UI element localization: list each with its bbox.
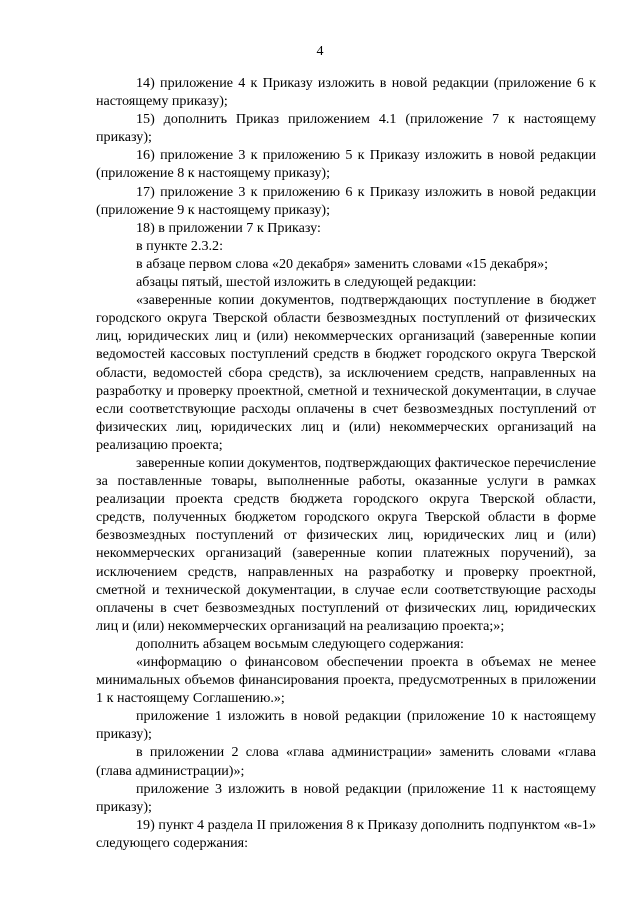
paragraph-date-change: в абзаце первом слова «20 декабря» заменить словами «15 декабря»; (136, 255, 549, 272)
paragraph-appendix-3: приложение 3 изложить в новой редакции (приложение 11 к настоящему приказу); (96, 780, 596, 815)
paragraph-item-2-3-2: в пункте 2.3.2: (136, 237, 224, 254)
page-number: 4 (316, 44, 324, 59)
paragraph-quote-1: «заверенные копии документов, подтверждающих поступление в бюджет городского округа Тверской области безвозмездных поступлений от физических лиц, юридических лиц и (или) некоммерческих организаций (заверенные копии ведомостей кассовых поступлений средств в бюджет городского округа Тверской области, ведомостей сбора средств), за исключением средств, направленных на разработку и проверку проектной, сметной и технической документации, в случае если соответствующие расходы оплачены в счет безвозмездных поступлений от физических лиц, юридических лиц и (или) некоммерческих организаций на реализацию проекта; (96, 292, 596, 453)
paragraph-17: 17) приложение 3 к приложению 6 к Приказу изложить в новой редакции (приложение 9 к настоящему приказу); (96, 183, 596, 218)
paragraph-appendix-2: в приложении 2 слова «глава администрации» заменить словами «глава (глава администрации)»; (96, 744, 596, 779)
document-body (96, 74, 596, 852)
paragraph-quote-2: заверенные копии документов, подтверждающих фактическое перечисление за поставленные товары, выполненные работы, оказанные услуги в рамках реализации проекта средств бюджета городского округа Тверской области, средств, полученных бюджетом городского округа Тверской области в форме безвозмездных поступлений от физических лиц, юридических лиц и (или) некоммерческих организаций (заверенные копии платежных поручений), за исключением средств, направленных на разработку и проверку проектной, сметной и технической документации, в случае если соответствующие расходы оплачены в счет безвозмездных поступлений от физических лиц, юридических лиц и (или) некоммерческих организаций на реализацию проекта;»; (96, 454, 596, 634)
paragraph-appendix-1: приложение 1 изложить в новой редакции (приложение 10 к настоящему приказу); (96, 708, 596, 743)
paragraph-quote-3: «информацию о финансовом обеспечении проекта в объемах не менее минимальных объемов финансирования проекта, предусмотренных в приложении 1 к настоящему Соглашению.»; (96, 654, 596, 707)
paragraph-add-eighth: дополнить абзацем восьмым следующего содержания: (136, 635, 464, 652)
paragraph-15: 15) дополнить Приказ приложением 4.1 (приложение 7 к настоящему приказу); (96, 111, 596, 146)
paragraph-new-wording: абзацы пятый, шестой изложить в следующей редакции: (136, 274, 477, 291)
paragraph-16: 16) приложение 3 к приложению 5 к Приказу изложить в новой редакции (приложение 8 к настоящему приказу); (96, 147, 596, 182)
paragraph-14: 14) приложение 4 к Приказу изложить в новой редакции (приложение 6 к настоящему приказу); (96, 75, 596, 110)
paragraph-18: 18) в приложении 7 к Приказу: (136, 219, 321, 236)
paragraph-19: 19) пункт 4 раздела II приложения 8 к Приказу дополнить подпунктом «в-1» следующего содержания: (96, 816, 596, 851)
